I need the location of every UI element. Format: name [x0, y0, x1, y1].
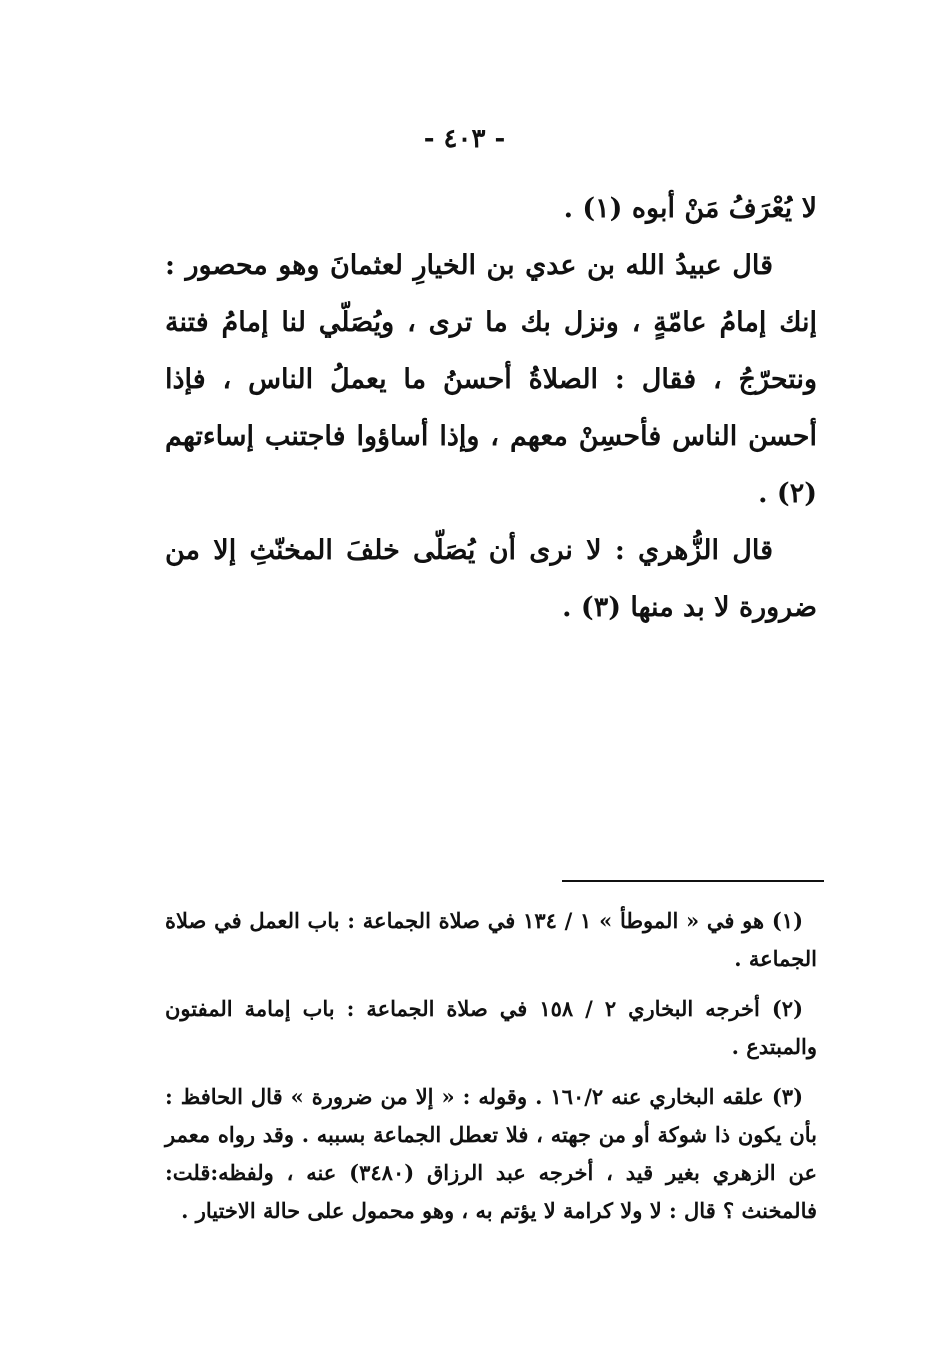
footnote-3: (٣) علقه البخاري عنه ١٦٠/٢ . وقوله : « إلا من ضرورة » قال الحافظ : بأن يكون ذا شوكة أو من جهته ، فلا تعطل الجماعة بسببه . وقد رواه معمر عن الزهري بغير قيد ، أخرجه عبد الرزاق (٣٤٨٠) عنه ، ولفظه:قلت: فالمخنث ؟ قال : لا ولا كرامة لا يؤتم به ، وهو محمول على حالة الاختيار .: [165, 1084, 817, 1223]
page-number: - ٤٠٣ -: [423, 124, 506, 154]
footnote-2: (٢) أخرجه البخاري ٢ / ١٥٨ في صلاة الجماعة : باب إمامة المفتون والمبتدع .: [165, 996, 817, 1059]
paragraph-1: لا يُعْرَفُ مَنْ أبوه (١) .: [563, 193, 817, 224]
footnote-1: (١) هو في « الموطأ » ١ / ١٣٤ في صلاة الجماعة : باب العمل في صلاة الجماعة .: [165, 908, 817, 971]
paragraph-3: قال الزُّهري : لا نرى أن يُصَلّى خلفَ المخنّثِ إلا من ضرورة لا بد منها (٣) .: [165, 535, 817, 623]
paragraph-2: قال عبيدُ الله بن عدي بن الخيارِ لعثمانَ وهو محصور : إنك إمامُ عامّةٍ ، ونزل بك ما ترى ، ويُصَلّي لنا إمامُ فتنة ونتحرّجُ ، فقال : الصلاةُ أحسنُ ما يعملُ الناس ، فإذا أحسن الناس فأحسِنْ معهم ، وإذا أساؤوا فاجتنب إساءتهم (٢) .: [165, 250, 817, 509]
main-text: [165, 180, 817, 636]
footnote-divider: [562, 880, 824, 882]
footnotes: [165, 902, 817, 1242]
